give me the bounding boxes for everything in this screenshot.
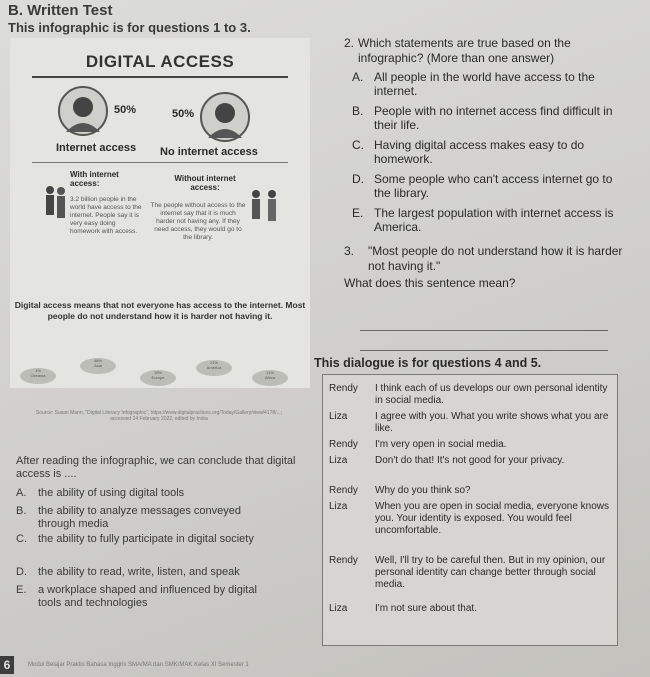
q1-option-d[interactable]: D. the ability to read, write, listen, and speak xyxy=(16,566,240,578)
q1-option-a[interactable]: A. the ability of using digital tools xyxy=(16,487,185,499)
speaker-name: Rendy xyxy=(329,439,358,450)
with-access-heading: With internet access: xyxy=(70,170,119,188)
dialogue-line: Why do you think so? xyxy=(375,485,471,496)
person-with-access-icon xyxy=(58,86,108,136)
q2-option-c[interactable]: C. Having digital access makes easy to do homework. xyxy=(352,138,585,166)
dialogue-header: This dialogue is for questions 4 and 5. xyxy=(314,356,542,370)
speaker-name: Liza xyxy=(329,501,348,512)
region-europe: 19% Europe xyxy=(140,370,176,386)
q2-option-e[interactable]: E. The largest population with internet access is America. xyxy=(352,206,614,234)
question-2: 2. Which statements are true based on the infographic? (More than one answer) xyxy=(344,36,634,66)
infographic-intro: This infographic is for questions 1 to 3. xyxy=(8,20,251,35)
region-asia: 48% Asia xyxy=(80,358,116,374)
infographic xyxy=(10,38,310,388)
question-3: 3. "Most people do not understand how it is harder not having it." What does this sentence mean? xyxy=(344,244,634,291)
footer-text: Modul Belajar Praktis Bahasa Inggris SMA/MA dan SMK/MAK Kelas XI Semester 1 xyxy=(28,662,249,668)
page-number: 6 xyxy=(0,656,14,674)
people-without-access-icon xyxy=(248,188,282,237)
answer-line[interactable] xyxy=(360,350,608,351)
label-no-internet-access: No internet access xyxy=(160,146,258,158)
pct-with-access: 50% xyxy=(114,104,137,116)
speaker-name: Rendy xyxy=(329,485,358,496)
dialogue-line: Don't do that! It's not good for your privacy. xyxy=(375,455,565,466)
title-divider xyxy=(32,76,288,78)
section-divider xyxy=(32,162,288,163)
dialogue-line: I'm not sure about that. xyxy=(375,603,477,614)
region-map xyxy=(16,356,306,386)
dialogue-line: When you are open in social media, everyone knows you. Your identity is exposed. You would feel uncomfortable. xyxy=(375,501,610,536)
dialogue-box xyxy=(322,374,618,646)
speaker-name: Rendy xyxy=(329,555,358,566)
dialogue-line: I think each of us develops our own personal identity in social media. xyxy=(375,383,608,406)
infographic-source: Source: Susan Mann, "Digital Literacy Infographic", https://www.digitalpractices.org/Today/Gallery/view/4178/...; accessed 24 February 2022, edited by Indra xyxy=(35,410,283,422)
question-3-stem: "Most people do not understand how it is harder not having it." xyxy=(368,244,623,273)
q2-option-d[interactable]: D. Some people who can't access internet go to the library. xyxy=(352,172,613,200)
answer-line[interactable] xyxy=(360,330,608,331)
without-access-heading: Without internet access: xyxy=(174,174,236,192)
people-with-access-icon xyxy=(44,184,68,233)
without-access-text: The people without access to the internet say that it is much harder not having any. If they need access, they would go to the library. xyxy=(150,202,246,241)
region-africa: 11% Africa xyxy=(252,370,288,386)
question-2-stem: Which statements are true based on the infographic? (More than one answer) xyxy=(358,36,571,65)
person-without-access-icon xyxy=(200,92,250,142)
speaker-name: Liza xyxy=(329,455,348,466)
dialogue-line: Well, I'll try to be careful then. But in my opinion, our personal identity can change better through social media. xyxy=(375,555,606,590)
q1-option-c[interactable]: C. the ability to fully participate in digital society xyxy=(16,533,254,545)
infographic-summary: Digital access means that not everyone has access to the internet. Most people do not understand how it is harder not having it. xyxy=(14,300,306,321)
section-heading: B. Written Test xyxy=(8,2,113,19)
speaker-name: Liza xyxy=(329,603,348,614)
pct-without-access: 50% xyxy=(172,108,195,120)
dialogue-line: I'm very open in social media. xyxy=(375,439,507,450)
with-access-text: 3.2 billion people in the world have access to the internet. People say it is very easy doing homework with access. xyxy=(70,196,142,235)
region-oceania: 1% Oceania xyxy=(20,368,56,384)
speaker-name: Liza xyxy=(329,411,348,422)
q2-option-a[interactable]: A. All people in the world have access to the internet. xyxy=(352,70,595,98)
speaker-name: Rendy xyxy=(329,383,358,394)
q2-option-b[interactable]: B. People with no internet access find difficult in their life. xyxy=(352,104,613,132)
question-3-prompt: What does this sentence mean? xyxy=(344,276,516,290)
region-america: 21% America xyxy=(196,360,232,376)
question-1-stem: After reading the infographic, we can conclude that digital access is .... xyxy=(16,455,296,480)
dialogue-line: I agree with you. What you write shows what you are like. xyxy=(375,411,609,434)
q1-option-e[interactable]: E. a workplace shaped and influenced by digital tools and technologies xyxy=(16,584,257,609)
infographic-title: DIGITAL ACCESS xyxy=(85,52,235,71)
q1-option-b[interactable]: B. the ability to analyze messages conveyed through media xyxy=(16,505,242,530)
label-internet-access: Internet access xyxy=(56,142,137,154)
